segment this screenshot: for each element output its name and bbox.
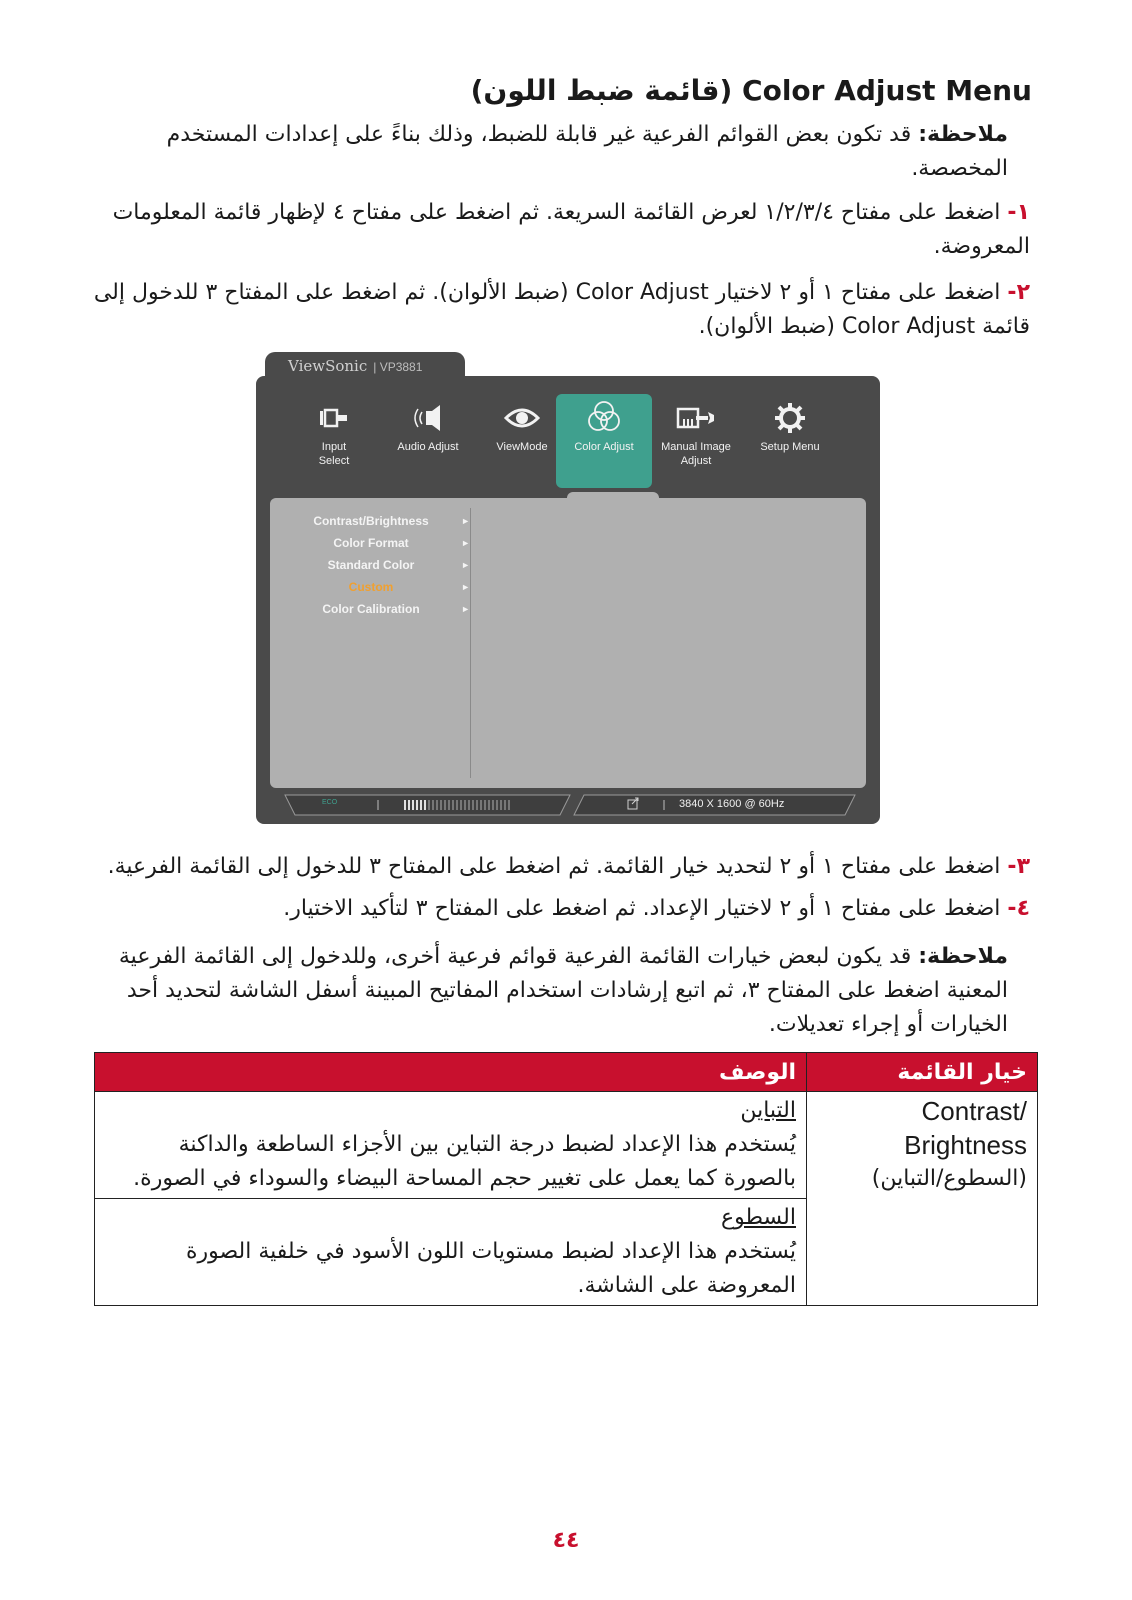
speaker-icon: [380, 396, 476, 440]
page-title: Color Adjust Menu (قائمة ضبط اللون): [470, 74, 1032, 107]
step-number: ٢-: [1007, 280, 1030, 305]
osd-tab-label: ViewMode: [496, 441, 548, 453]
description-text: يُستخدم هذا الإعداد لضبط درجة التباين بين الأجزاء الساطعة والداكنة بالصورة كما يعمل على تغيير حجم المساحة البيضاء والسوداء في الصورة.: [133, 1132, 796, 1191]
header-description: الوصف: [95, 1053, 807, 1092]
osd-tab-audio-adjust[interactable]: [380, 396, 476, 454]
step-4: [70, 892, 1030, 926]
osd-tab-label: Color Adjust: [574, 441, 634, 453]
arrow-right-icon: ►: [461, 582, 470, 592]
submenu-item-label: Custom: [348, 580, 394, 594]
eco-icon: ECO: [322, 799, 338, 806]
gear-icon: [742, 396, 838, 440]
step-text: اضغط على مفتاح ١/٢/٣/٤ لعرض القائمة السريعة. ثم اضغط على مفتاح ٤ لإظهار قائمة المعلومات المعروضة.: [112, 200, 1030, 259]
osd-tab-color-adjust[interactable]: [556, 394, 652, 488]
submenu-item-standard-color[interactable]: [290, 554, 470, 576]
step-1: [90, 196, 1030, 264]
submenu-item-custom[interactable]: [290, 576, 470, 598]
description-text: يُستخدم هذا الإعداد لضبط مستويات اللون الأسود في خلفية الصورة المعروضة على الشاشة.: [185, 1239, 796, 1298]
model-name: | VP3881: [373, 360, 423, 374]
arrow-right-icon: ►: [461, 560, 470, 570]
table-header-row: [95, 1053, 1038, 1092]
note-1: [108, 118, 1008, 186]
arrow-right-icon: ►: [461, 516, 470, 526]
osd-tab-input-select[interactable]: [286, 396, 382, 468]
step-3: [70, 850, 1030, 884]
osd-tab-manual-image-adjust[interactable]: [648, 396, 744, 468]
osd-status-bar: [284, 794, 856, 816]
option-name-cell: [807, 1092, 1038, 1306]
step-number: ٤-: [1007, 896, 1030, 921]
osd-panel: [256, 376, 880, 824]
description-title: التباين: [740, 1098, 796, 1123]
table-row: [95, 1092, 1038, 1199]
step-number: ٣-: [1007, 854, 1030, 879]
option-name-en-1: Contrast/: [921, 1096, 1027, 1126]
note-text: قد تكون بعض القوائم الفرعية غير قابلة للضبط، وذلك بناءً على إعدادات المستخدم المخصصة.: [166, 122, 1008, 181]
description-cell: [95, 1092, 807, 1199]
option-name-en-2: Brightness: [904, 1130, 1027, 1160]
note-label: ملاحظة:: [918, 122, 1008, 147]
step-text: اضغط على مفتاح ١ أو ٢ لاختيار الإعداد. ثم اضغط على المفتاح ٣ لتأكيد الاختيار.: [283, 896, 1001, 921]
submenu-list: [290, 510, 470, 620]
osd-tab-label: Audio Adjust: [397, 441, 459, 453]
step-text: اضغط على مفتاح ١ أو ٢ لاختيار Color Adjust (ضبط الألوان). ثم اضغط على المفتاح ٣ للدخول إلى قائمة Color Adjust (ضبط الألوان).: [93, 280, 1030, 339]
note-2: [88, 940, 1008, 1042]
step-text: اضغط على مفتاح ١ أو ٢ لتحديد خيار القائمة. ثم اضغط على المفتاح ٣ للدخول إلى القائمة الفرعية.: [107, 854, 1001, 879]
submenu-item-label: Standard Color: [327, 558, 415, 572]
arrow-right-icon: ►: [461, 604, 470, 614]
submenu-divider: [470, 508, 471, 778]
submenu-item-label: Color Format: [333, 536, 409, 550]
arrow-right-icon: ►: [461, 538, 470, 548]
model-number: VP3881: [379, 360, 423, 374]
submenu-item-label: Color Calibration: [322, 602, 420, 616]
image-adjust-icon: [648, 396, 744, 440]
resolution-readout: 3840 X 1600 @ 60Hz: [679, 798, 785, 810]
submenu-item-color-calibration[interactable]: [290, 598, 470, 620]
osd-submenu-panel: [270, 498, 866, 788]
osd-tab-label: Input Select: [318, 441, 350, 467]
osd-tab-setup-menu[interactable]: [742, 396, 838, 454]
step-2: [90, 276, 1030, 344]
description-cell: [95, 1199, 807, 1306]
input-select-icon: [286, 396, 382, 440]
header-menu-option: خيار القائمة: [807, 1053, 1038, 1092]
option-name-ar: (السطوع/التباين): [871, 1166, 1027, 1191]
brand-name: ViewSonic: [288, 357, 368, 375]
submenu-item-contrast-brightness[interactable]: [290, 510, 470, 532]
options-table: [94, 1052, 1038, 1306]
description-title: السطوع: [721, 1205, 796, 1230]
step-number: ١-: [1007, 200, 1030, 225]
osd-tab-label: Setup Menu: [760, 441, 820, 453]
note-label: ملاحظة:: [918, 944, 1008, 969]
color-circles-icon: [556, 394, 652, 440]
submenu-item-color-format[interactable]: [290, 532, 470, 554]
osd-brand: [288, 357, 422, 375]
submenu-item-label: Contrast/Brightness: [313, 514, 429, 528]
osd-tab-label: Manual Image Adjust: [661, 441, 731, 467]
page-number: ٤٤: [552, 1528, 580, 1553]
note-text: قد يكون لبعض خيارات القائمة الفرعية قوائم فرعية أخرى، وللدخول إلى القائمة الفرعية المعنية اضغط على المفتاح ٣، ثم اتبع إرشادات استخدام المفاتيح المبينة أسفل الشاشة لتحديد أحد الخيارات أو إجراء تعديلات.: [118, 944, 1008, 1037]
